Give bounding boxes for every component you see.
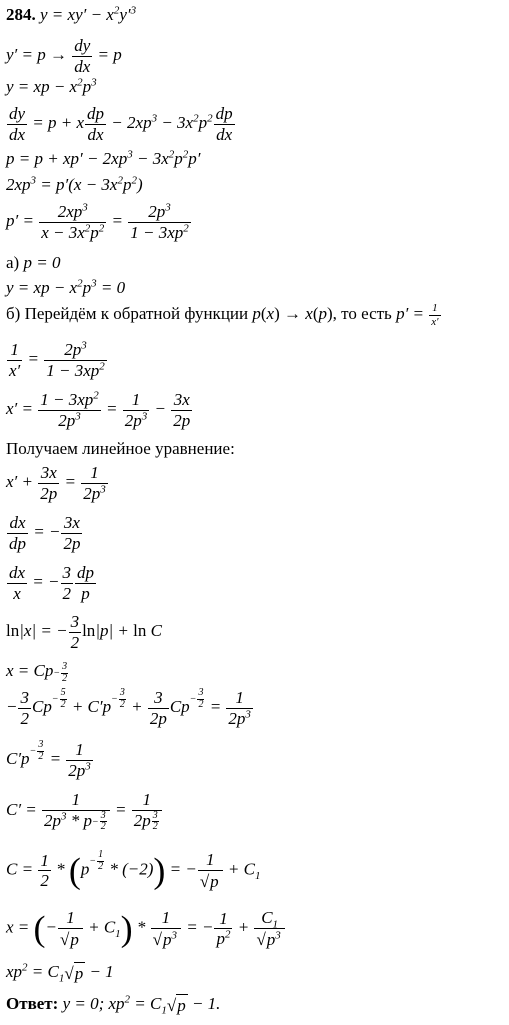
final-case-b: $xp^2 = C_1√p - 1$ — [6, 961, 114, 985]
case-a-condition: а) p = 0 — [6, 253, 61, 272]
problem-statement: 284. $y = xy' - x^2y'^3$ — [6, 4, 137, 24]
differentiated-equation: $\frac{dy}{dx}$ = p + x $\frac{dp}{dx}$ − $2xp^3 - 3x^2p^2$ $\frac{dp}{dx}$ — [9, 104, 233, 144]
problem-number: 284. — [6, 5, 36, 24]
case-a-label: а) — [6, 253, 20, 272]
grouped-equation: $2xp^3 = p'(x - 3x^2p^2)$ — [6, 174, 143, 194]
y-in-terms-of-p: y = xp − $x^2p^3$ — [6, 76, 97, 96]
variation-of-constant: − $\frac{3}{2}$ Cp− $\frac{5}{2}$ + C′p− $\frac{3}{2}$ + $\frac{3}{2p}$ Cp− $\frac{3}{2}$ = $\frac{1}{2p^3}$ — [6, 687, 251, 728]
p-prime-expression: p′ = $\frac{2xp^3}{x - 3x^2p^2}$ = $\frac{2p^3}{1 - 3xp^2}$ — [6, 201, 189, 242]
c-prime-equation: C′p− $\frac{3}{2}$ = $\frac{1}{2p^3}$ — [6, 739, 91, 780]
separated-variables: $\frac{dx}{x}$ = − $\frac{3}{2}$ $\frac{dp}{p}$ — [9, 563, 94, 603]
case-b-text: Перейдём к обратной функции — [24, 304, 249, 324]
inverse-equation: $\frac{1}{x'}$ = $\frac{2p^3}{1 - 3xp^2}$ — [9, 339, 105, 380]
case-b-then: то есть — [341, 304, 392, 324]
case-b-intro: б) Перейдём к обратной функции p(x) → x(p), то есть p′ = $\frac{1}{x'}$ — [6, 302, 439, 328]
x-value: x = (− $\frac{1}{√p}$ + $C_1$) * $\frac{1}{√p^3}$ = − $\frac{1}{p^2}$ + $\frac{C_1}{√p^3}$ — [6, 908, 286, 949]
x-prime-expression: x′ = $\frac{1 - 3xp^2}{2p^3}$ = $\frac{1}{2p^3}$ − $\frac{3x}{2p}$ — [6, 389, 191, 430]
answer-label: Ответ: — [6, 994, 59, 1013]
linear-equation-text: Получаем линейное уравнение: — [6, 439, 235, 458]
case-a-result: y = xp − $x^2p^3 = 0$ — [6, 277, 126, 297]
integrated-equation: ln|x| = − $\frac{3}{2}$ ln|p| + ln C — [6, 612, 162, 652]
linear-equation: x′ + $\frac{3x}{2p}$ = $\frac{1}{2p^3}$ — [6, 463, 106, 503]
homogeneous-solution: x = Cp− $\frac{3}{2}$ — [6, 661, 68, 684]
case-b-label: б) — [6, 304, 21, 324]
homogeneous-equation: $\frac{dx}{dp}$ = − $\frac{3x}{2p}$ — [9, 513, 81, 553]
substitution-line: y′ = p → $\frac{dy}{dx}$ = p — [6, 36, 122, 76]
substituted-equation: $p = p + xp' - 2xp^3 - 3x^2p^2p'$ — [6, 148, 201, 168]
answer-line: Ответ: y = 0; $xp^2 = C_1√p - 1$. — [6, 993, 221, 1017]
c-prime-value: C′ = 1 $2p^3 * p-$ $\frac{3}{2}$ = 1 2p $\frac{3}{2}$ — [6, 790, 163, 833]
c-value: C = $\frac{1}{2}$ * (p− $\frac{1}{2}$ * (−2)) = − $\frac{1}{√p}$ + $C_1$ — [6, 849, 261, 891]
